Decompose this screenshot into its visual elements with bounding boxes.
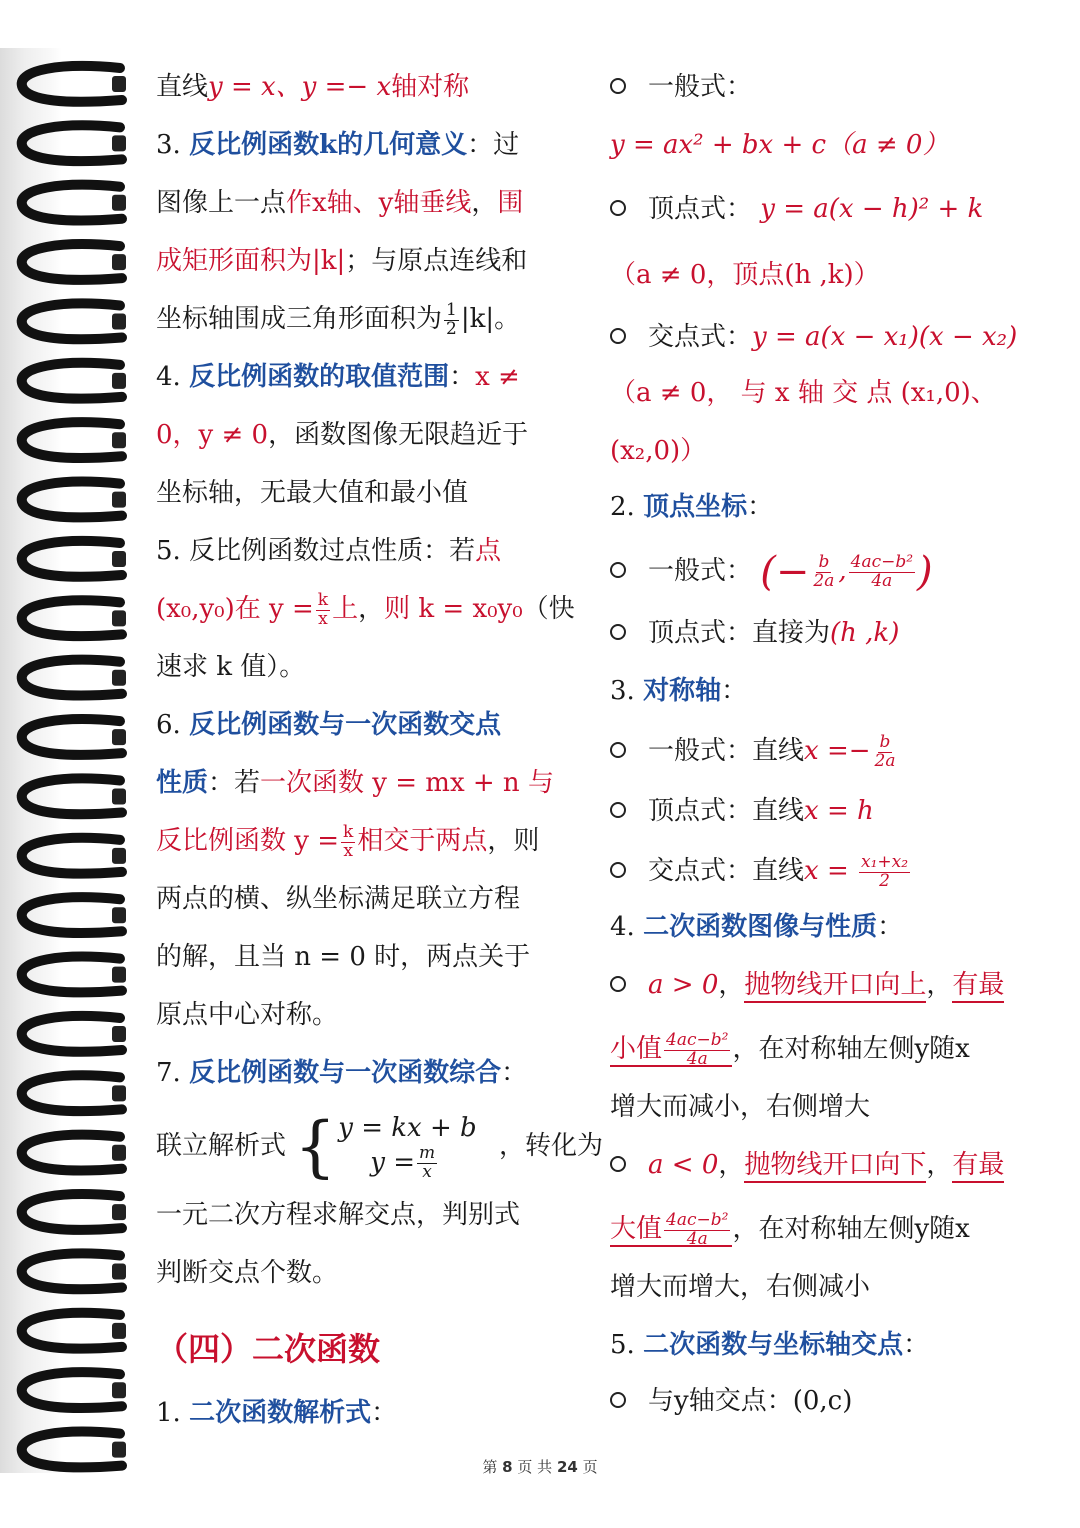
bullet-icon	[610, 862, 626, 878]
list-item: 交点式：直线x = $\frac{\text{x₁+x₂}}{2}$	[610, 842, 912, 900]
list-item: a > 0，抛物线开口向上，有最	[610, 956, 1004, 1014]
list-item: 4. 反比例函数的取值范围：x ≠	[156, 362, 520, 392]
binding-ring	[22, 422, 126, 458]
binding-ring	[22, 1135, 126, 1171]
text-line: 增大而增大，右侧减小	[610, 1272, 871, 1302]
bullet-icon	[610, 802, 626, 818]
list-item: 3. 反比例函数k的几何意义：过	[156, 130, 520, 160]
binding-ring	[22, 600, 126, 636]
binding-ring	[22, 1313, 126, 1349]
equation-system: 联立解析式 { y = kx + b y = $\frac{m}{x}$ ，转化为	[156, 1108, 603, 1185]
binding-ring	[22, 1016, 126, 1052]
list-item: 4. 二次函数图像与性质：	[610, 912, 904, 942]
brace-icon: {	[294, 1108, 337, 1185]
text-line: (x₀,y₀)在 y = $\frac{k}{x}$ 上，则 k = x₀y₀（快	[156, 589, 575, 629]
text-line: 坐标轴，无最大值和最小值	[156, 478, 469, 508]
binding-ring	[22, 1075, 126, 1111]
formula-line: y = ax² + bx + c（a ≠ 0）	[610, 130, 949, 160]
bullet-icon	[610, 562, 626, 578]
binding-ring	[22, 1194, 126, 1230]
binding-ring	[22, 779, 126, 815]
text-line: 成矩形面积为|k|；与原点连线和	[156, 246, 528, 276]
bullet-icon	[610, 976, 626, 992]
text-line: 判断交点个数。	[156, 1258, 339, 1288]
text-line: 性质：若一次函数 y = mx + n 与	[156, 768, 554, 798]
binding-ring	[22, 244, 126, 280]
text-line: 直线y = x、y =− x轴对称	[156, 72, 470, 102]
list-item: 与y轴交点：(0,c)	[610, 1372, 852, 1430]
binding-ring	[22, 719, 126, 755]
binding-ring	[22, 185, 126, 221]
text-line: 两点的横、纵坐标满足联立方程	[156, 884, 521, 914]
binding-ring	[22, 1372, 126, 1408]
list-item: 7. 反比例函数与一次函数综合：	[156, 1058, 528, 1088]
list-item: 一般式：直线x =− $\frac{b}{2a}$	[610, 722, 899, 780]
section-title: （四）二次函数	[156, 1330, 381, 1368]
bullet-icon	[610, 1392, 626, 1408]
list-item: 交点式：y = a(x − x₁)(x − x₂)	[610, 308, 1017, 366]
binding-ring	[22, 363, 126, 399]
bullet-icon	[610, 624, 626, 640]
list-item: a < 0，抛物线开口向下，有最	[610, 1136, 1004, 1194]
text-line: 的解，且当 n = 0 时，两点关于	[156, 942, 531, 972]
text-line: 一元二次方程求解交点，判别式	[156, 1200, 521, 1230]
list-item: 一般式：	[610, 58, 752, 116]
list-item: 顶点式：直线x = h	[610, 782, 874, 840]
text-line: 速求 k 值）。	[156, 652, 306, 682]
bullet-icon	[610, 78, 626, 94]
binding-ring	[22, 660, 126, 696]
bullet-icon	[610, 742, 626, 758]
list-item: 一般式： (− $\frac{b}{2a}$ , $\frac{\text{4ac−b²}}{4a}$ )	[610, 542, 933, 600]
bullet-icon	[610, 200, 626, 216]
page-footer: 第 8 页 共 24 页	[482, 1458, 598, 1476]
binding-ring	[22, 125, 126, 161]
text-line: （a ≠ 0， 与 x 轴 交 点 (x₁,0)、	[610, 378, 997, 408]
binding-ring	[22, 482, 126, 518]
list-item: 6. 反比例函数与一次函数交点	[156, 710, 502, 740]
list-item: 5. 反比例函数过点性质：若点	[156, 536, 502, 566]
text-line: 坐标轴围成三角形面积为 $\frac{1}{2}$ |k|。	[156, 299, 521, 339]
binding-ring	[22, 304, 126, 340]
binding-ring	[22, 957, 126, 993]
spiral-binding-icon	[0, 48, 140, 1473]
list-item: 3. 对称轴：	[610, 676, 748, 706]
bullet-icon	[610, 1156, 626, 1172]
text-line: （a ≠ 0，顶点(h ,k)）	[610, 260, 880, 290]
list-item: 1. 二次函数解析式：	[156, 1398, 398, 1428]
bullet-icon	[610, 328, 626, 344]
binding-ring	[22, 897, 126, 933]
text-line: 大值 $\frac{\text{4ac−b²}}{4a}$ ，在对称轴左侧y随x	[610, 1209, 970, 1249]
text-line: 图像上一点作x轴、y轴垂线，围	[156, 188, 524, 218]
list-item: 2. 顶点坐标：	[610, 492, 774, 522]
text-line: 原点中心对称。	[156, 1000, 339, 1030]
binding-ring	[22, 66, 126, 102]
list-item: 5. 二次函数与坐标轴交点：	[610, 1330, 930, 1360]
list-item: 顶点式： y = a(x − h)² + k	[610, 180, 983, 238]
text-line: (x₂,0)）	[610, 436, 707, 466]
list-item: 顶点式：直接为(h ,k)	[610, 604, 899, 662]
text-line: 小值 $\frac{\text{4ac−b²}}{4a}$ ，在对称轴左侧y随x	[610, 1029, 970, 1069]
text-line: 反比例函数 y = $\frac{k}{x}$ 相交于两点，则	[156, 821, 540, 861]
text-line: 0，y ≠ 0，函数图像无限趋近于	[156, 420, 529, 450]
binding-ring	[22, 541, 126, 577]
binding-ring	[22, 838, 126, 874]
binding-ring	[22, 1254, 126, 1290]
text-line: 增大而减小，右侧增大	[610, 1092, 871, 1122]
